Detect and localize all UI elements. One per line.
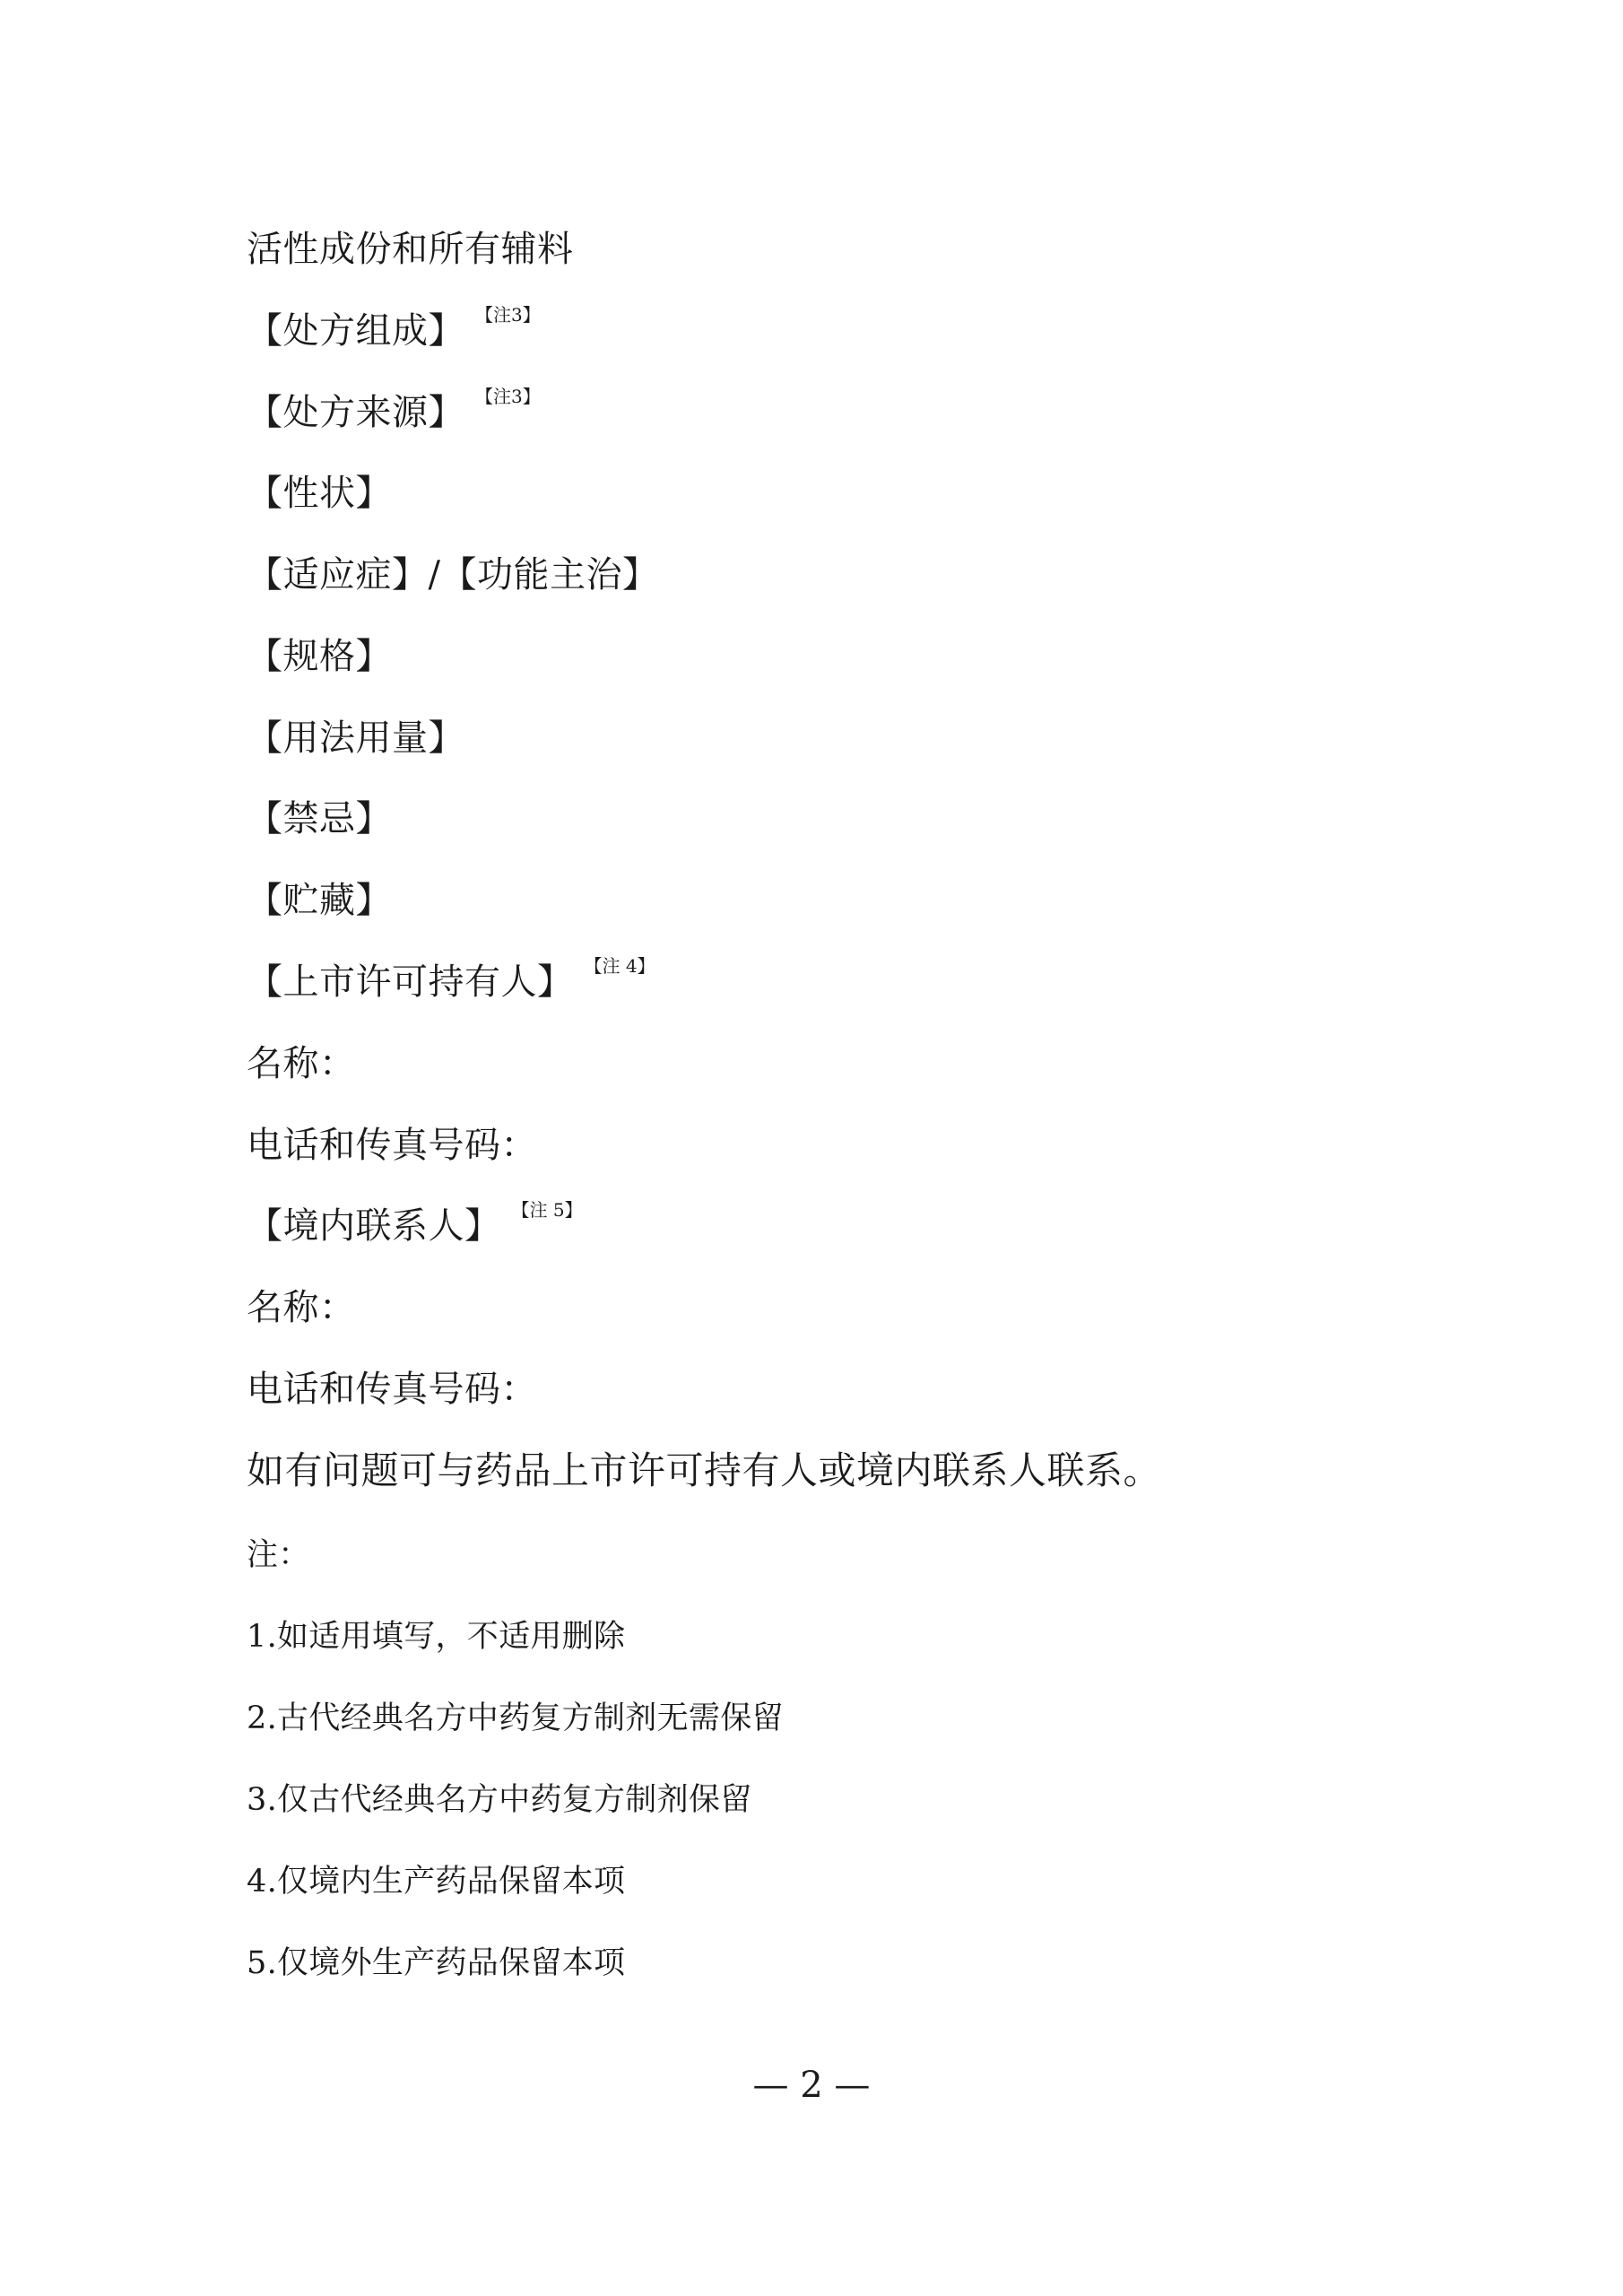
line-text: 电话和传真号码： (247, 1369, 537, 1410)
line-text: 活性成份和所有辅料 (247, 229, 574, 270)
line-text: 1.如适用填写，不适用删除 (247, 1619, 626, 1655)
line-text: 【上市许可持有人】 (247, 961, 574, 1003)
line-text: 2.古代经典名方中药复方制剂无需保留 (247, 1700, 784, 1736)
line-text: 4.仅境内生产药品保留本项 (247, 1864, 626, 1900)
section-heading-marketing-authorization-holder (247, 955, 655, 1003)
line-text: 名称： (247, 1287, 356, 1328)
line-text: 【处方组成】 (247, 310, 464, 352)
document-line-active-ingredients (247, 229, 574, 270)
note-item (247, 1619, 626, 1655)
line-text: 【贮藏】 (247, 880, 392, 921)
contact-sentence (247, 1448, 1162, 1492)
line-text: 【境内联系人】 (247, 1205, 501, 1247)
line-text: 注： (247, 1537, 310, 1573)
line-text: 【处方来源】 (247, 392, 464, 433)
note-item (247, 1866, 625, 1898)
line-text: 名称： (247, 1043, 356, 1084)
note-item (247, 1782, 752, 1818)
page-number: — 2 — (752, 2065, 871, 2106)
note-item (247, 1945, 626, 1981)
holder-name-field-label (247, 1043, 356, 1084)
line-text: 【禁忌】 (247, 798, 392, 839)
line-text: 3.仅古代经典名方中药复方制剂保留 (247, 1782, 752, 1818)
note-reference: 【注3】 (475, 304, 541, 326)
section-heading-properties (247, 473, 392, 514)
note-reference: 【注 4】 (584, 955, 655, 977)
line-text: 【性状】 (247, 473, 392, 514)
notes-heading (247, 1537, 310, 1573)
line-text: 电话和传真号码： (247, 1125, 537, 1166)
line-text: 【规格】 (247, 636, 392, 677)
contact-phone-fax-field-label (247, 1369, 537, 1410)
note-item (247, 1700, 784, 1736)
section-heading-storage (247, 880, 392, 921)
line-text: 【适应症】/【功能主治】 (247, 554, 659, 596)
section-heading-specification (247, 636, 392, 677)
line-text: 5.仅境外生产药品保留本项 (247, 1945, 626, 1981)
line-text: 【用法用量】 (247, 718, 464, 759)
section-heading-contraindications (247, 798, 392, 839)
section-heading-dosage (247, 718, 464, 759)
line-text: 如有问题可与药品上市许可持有人或境内联系人联系。 (247, 1448, 1162, 1492)
section-heading-domestic-contact (247, 1199, 583, 1247)
note-reference: 【注3】 (475, 386, 541, 407)
note-reference: 【注 5】 (511, 1199, 583, 1221)
section-heading-indications (247, 554, 659, 596)
contact-name-field-label (247, 1287, 356, 1328)
section-heading-prescription-source (247, 386, 541, 433)
holder-phone-fax-field-label (247, 1125, 537, 1166)
section-heading-prescription-composition (247, 304, 541, 352)
